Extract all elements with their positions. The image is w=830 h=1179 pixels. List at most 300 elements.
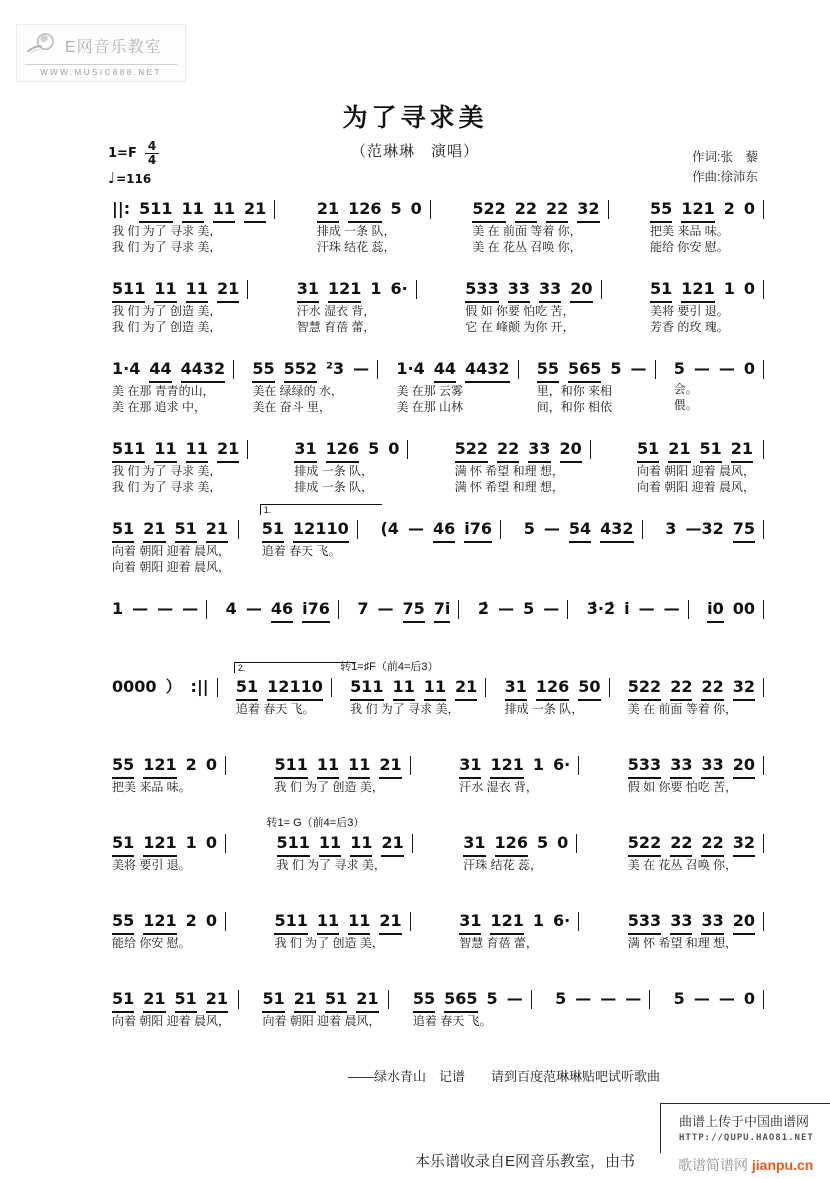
note-group: 11 xyxy=(350,830,372,857)
note-group: 21 xyxy=(244,196,266,223)
note-line xyxy=(674,356,755,381)
note-group: 1 xyxy=(112,599,124,618)
score-system xyxy=(106,908,764,965)
key-signature xyxy=(108,140,159,187)
measure xyxy=(246,356,378,415)
score-system xyxy=(106,752,764,809)
note-group: — xyxy=(638,599,655,618)
note-group: 511 xyxy=(350,674,383,701)
note-group: 121 xyxy=(681,196,714,223)
key-label: 1=F xyxy=(108,146,137,161)
note-group: 21 xyxy=(217,436,239,463)
note-line xyxy=(650,276,755,303)
note-line xyxy=(297,276,408,303)
note-line xyxy=(112,752,217,779)
note-group: 55 xyxy=(112,908,134,935)
note-group: 31 xyxy=(459,752,481,779)
lyric-line: 我 们 为了 创造 美， xyxy=(274,780,384,794)
note-group: 51 xyxy=(175,986,197,1013)
lyric-line: 我 们 为了 寻求 美， xyxy=(112,240,222,254)
note-line xyxy=(396,356,509,383)
note-line xyxy=(459,908,570,935)
note-line xyxy=(555,986,641,1011)
note-line xyxy=(112,436,239,463)
note-group: 12110 xyxy=(293,516,349,543)
note-group: — xyxy=(132,599,149,618)
note-group: 11 xyxy=(154,436,176,463)
measure xyxy=(407,986,532,1029)
measure xyxy=(106,276,248,335)
note-line xyxy=(459,752,570,779)
note-group: 4 xyxy=(225,599,237,618)
note-group: 46 xyxy=(433,516,455,543)
note-group: 55 xyxy=(650,196,672,223)
note-group: 21 xyxy=(668,436,690,463)
lyric-line: 满 怀 希望 和理 想， xyxy=(627,936,738,950)
measure xyxy=(457,830,577,873)
lyric-line: 美 在 前面 等着 你， xyxy=(627,702,738,716)
measure xyxy=(531,356,656,415)
note-group: 5 xyxy=(523,519,535,538)
lyric-line: 满 怀 希望 和理 想， xyxy=(454,464,564,478)
note-group: 11 xyxy=(154,276,176,303)
lyric-line: 我 们 为了 创造 美， xyxy=(112,320,222,334)
note-group: 20 xyxy=(733,908,755,935)
note-group: 0 xyxy=(388,439,400,458)
note-line xyxy=(112,596,198,621)
note-group: 11 xyxy=(319,830,341,857)
note-group: — xyxy=(693,359,710,378)
note-line xyxy=(463,830,568,857)
key-change-annotation: 转1=♯F（前4=后3） xyxy=(340,661,439,673)
note-group: 44 xyxy=(149,356,171,383)
lyric-line: 排成 一条 队， xyxy=(294,480,374,494)
score-system xyxy=(106,436,764,495)
note-group: 21 xyxy=(379,908,401,935)
measure xyxy=(106,356,234,415)
note-group: 1 xyxy=(532,911,545,930)
note-group: 22 xyxy=(670,674,692,701)
note-group: 51 xyxy=(112,830,134,857)
credits xyxy=(692,147,758,187)
tempo-value: =116 xyxy=(116,172,152,186)
note-group: 31 xyxy=(459,908,481,935)
note-line xyxy=(112,830,217,857)
note-line xyxy=(465,276,592,303)
note-group: 2 xyxy=(723,199,735,218)
note-group: 33 xyxy=(528,436,550,463)
note-group: 7i xyxy=(434,596,451,623)
note-line xyxy=(350,674,477,701)
lyric-line: 美 在那 追求 中， xyxy=(112,400,207,414)
note-line xyxy=(262,986,380,1013)
note-group: — xyxy=(498,599,515,618)
lyric-line: 能给 你安 慰。 xyxy=(650,240,729,254)
measure xyxy=(622,908,764,951)
note-group: 51 xyxy=(236,674,258,701)
lyric-line: 我 们 为了 寻求 美， xyxy=(350,702,460,716)
measure xyxy=(291,276,417,335)
note-group: 21 xyxy=(455,674,477,701)
note-line xyxy=(455,436,582,463)
lyricist-credit: 作词:张 藜 xyxy=(692,150,758,164)
note-line xyxy=(274,908,401,935)
lyric-line: 我 们 为了 寻求 美， xyxy=(112,480,222,494)
note-line xyxy=(112,908,217,935)
score-system xyxy=(106,817,764,887)
note-group: 21 xyxy=(731,436,753,463)
time-signature-top: 4 xyxy=(145,140,159,154)
lyric-line: 它 在 峰颠 为你 开， xyxy=(465,320,575,334)
note-group: 51 xyxy=(262,516,284,543)
logo-divider xyxy=(25,64,177,65)
measure xyxy=(622,830,764,873)
key-change-annotation: 转1= G（前4=后3） xyxy=(266,817,365,829)
note-group: 55 xyxy=(413,986,435,1013)
note-group: 565 xyxy=(568,356,601,383)
note-group: 54 xyxy=(569,516,591,543)
note-group: 00 xyxy=(732,599,755,618)
note-group: 31 xyxy=(297,276,319,303)
measure xyxy=(106,516,239,575)
lyric-line: 智慧 育蓓 蕾， xyxy=(296,320,376,334)
note-group: 1·4 xyxy=(112,359,141,378)
measure xyxy=(106,436,248,495)
logo xyxy=(16,24,186,82)
note-group: 32 xyxy=(577,196,599,223)
note-group: 511 xyxy=(139,196,172,223)
measure xyxy=(268,752,410,795)
site-credit xyxy=(678,1155,813,1175)
note-group: 121 xyxy=(143,908,176,935)
note-group: 55 xyxy=(112,752,134,779)
measure xyxy=(311,196,431,255)
note-group: 126 xyxy=(326,436,359,463)
note-group: 1 xyxy=(370,279,382,298)
note-group: 0 xyxy=(743,279,755,298)
lyric-line: 间，和你 相依 xyxy=(536,400,613,414)
logo-url: WWW.MUSIC888.NET xyxy=(40,68,162,77)
measure xyxy=(230,663,332,717)
note-group: 533 xyxy=(628,752,661,779)
note-line xyxy=(112,674,209,699)
measure xyxy=(466,196,608,255)
lyric-line: 美将 要引 退。 xyxy=(112,858,191,872)
note-group: 31 xyxy=(294,436,316,463)
note-group: 121 xyxy=(490,908,523,935)
note-group: — xyxy=(506,989,523,1008)
logo-title: E网音乐教室 xyxy=(65,38,162,56)
lyric-line: 追着 春天 飞。 xyxy=(235,702,315,716)
note-group: 0 xyxy=(205,755,217,774)
lyric-line: 美 在 前面 等着 你， xyxy=(472,224,582,238)
note-group: 1·4 xyxy=(396,359,425,378)
note-group: 12110 xyxy=(267,674,323,701)
score-system xyxy=(106,596,764,653)
logo-flower-icon xyxy=(25,31,59,59)
note-group: — xyxy=(377,599,394,618)
note-group: 5 xyxy=(555,989,567,1008)
lyric-line: 智慧 育蓓 蕾， xyxy=(459,936,538,950)
note-group: ²3 xyxy=(326,359,345,378)
time-signature xyxy=(145,140,159,167)
note-group: 33 xyxy=(508,276,530,303)
note-group: 11 xyxy=(186,436,208,463)
volta-bracket: 1. xyxy=(260,504,382,515)
note-group: 0 xyxy=(205,833,217,852)
lyric-line: 向着 朝阳 迎着 晨风， xyxy=(636,480,755,494)
measure xyxy=(453,752,579,795)
measure xyxy=(668,986,764,1011)
lyric-line: 假 如 你要 怕吃 苦， xyxy=(627,780,738,794)
note-group: 3̇·2̇ xyxy=(586,599,616,618)
note-group: 20 xyxy=(560,436,582,463)
note-line xyxy=(317,196,422,223)
note-group: ） xyxy=(165,677,182,696)
lyric-line: 汗珠 结花 蕊， xyxy=(463,858,542,872)
note-group: i0 xyxy=(707,596,724,623)
note-group: 511 xyxy=(277,830,310,857)
upload-credit-box xyxy=(660,1103,830,1153)
note-group: 46 xyxy=(271,596,293,623)
upload-site-name: 曲谱上传于中国曲谱网 xyxy=(679,1114,810,1129)
note-group: 0 xyxy=(205,911,217,930)
note-group: 5 xyxy=(523,599,535,618)
note-group: 51 xyxy=(175,516,197,543)
note-group: 51 xyxy=(112,516,134,543)
note-group: ||: xyxy=(112,199,131,218)
note-group: 121 xyxy=(328,276,361,303)
note-group: 21 xyxy=(143,516,165,543)
note-group: 6· xyxy=(553,911,571,930)
measure xyxy=(459,276,601,335)
note-group: 51 xyxy=(637,436,659,463)
note-group: 5 xyxy=(610,359,622,378)
note-group: 5 xyxy=(486,989,498,1008)
note-group: 22 xyxy=(515,196,537,223)
note-group: 21 xyxy=(217,276,239,303)
note-group: 4432 xyxy=(465,356,510,383)
quarter-note-icon: ♩ xyxy=(108,169,116,187)
note-line xyxy=(357,596,450,623)
note-group: 126 xyxy=(495,830,528,857)
note-line xyxy=(112,276,239,303)
note-line xyxy=(478,596,559,621)
note-line xyxy=(707,596,755,623)
note-group: — xyxy=(182,599,199,618)
note-group: 0000 xyxy=(112,677,157,696)
note-line xyxy=(472,196,599,223)
note-group: — xyxy=(245,599,262,618)
note-group: 21 xyxy=(356,986,378,1013)
note-group: 0 xyxy=(743,359,755,378)
note-group: 4432 xyxy=(181,356,226,383)
note-group: 22 xyxy=(546,196,568,223)
composer-credit: 作曲:徐沛东 xyxy=(692,170,758,184)
lyric-line: 我 们 为了 寻求 美， xyxy=(112,224,222,238)
note-group: i xyxy=(624,599,630,618)
note-group: 33 xyxy=(701,752,723,779)
note-group: 33 xyxy=(701,908,723,935)
lyric-line: 芳香 的玫 瑰。 xyxy=(650,320,729,334)
measure xyxy=(631,436,764,495)
note-group: 432 xyxy=(600,516,633,543)
lyric-line: 向着 朝阳 迎着 晨风， xyxy=(112,560,231,574)
note-group: 121 xyxy=(490,752,523,779)
note-line xyxy=(380,516,491,543)
lyric-line: 向着 朝阳 迎着 晨风， xyxy=(262,1014,381,1028)
note-line xyxy=(262,516,349,543)
source-line: 本乐谱收录自E网音乐教室，由书 xyxy=(415,1153,636,1170)
note-group: — xyxy=(600,989,617,1008)
measure xyxy=(266,817,413,873)
note-group: 22 xyxy=(701,830,723,857)
measure xyxy=(390,356,518,415)
lyric-line: 美在 绿绿的 水， xyxy=(252,384,344,398)
note-group: 121 xyxy=(143,752,176,779)
score xyxy=(106,196,764,1064)
note-group: 0 xyxy=(743,199,755,218)
note-group: 511 xyxy=(274,908,307,935)
note-line xyxy=(112,986,230,1013)
note-group: 21 xyxy=(317,196,339,223)
measure xyxy=(268,908,410,951)
measure xyxy=(549,986,650,1011)
note-line xyxy=(274,752,401,779)
score-system xyxy=(106,661,764,731)
lyric-line: 我 们 为了 寻求 美， xyxy=(276,858,386,872)
note-group: 11 xyxy=(317,908,339,935)
tempo-marking xyxy=(108,169,159,187)
note-line xyxy=(628,908,755,935)
lyric-line: 美 在那 云雾 xyxy=(396,384,464,398)
note-group: 22 xyxy=(497,436,519,463)
site-link: jianpu.cn xyxy=(751,1157,814,1173)
score-system xyxy=(106,276,764,335)
note-group: 5 xyxy=(390,199,402,218)
note-group: 522 xyxy=(455,436,488,463)
measure xyxy=(220,596,339,623)
lyric-line: 排成 一条 队， xyxy=(294,464,374,478)
note-group: 21 xyxy=(206,986,228,1013)
measure xyxy=(374,516,500,544)
note-group: 0 xyxy=(743,989,755,1008)
lyric-line: 美 在那 青青的山， xyxy=(112,384,215,398)
note-group: — xyxy=(575,989,592,1008)
note-group: — xyxy=(718,359,735,378)
note-group: 33 xyxy=(539,276,561,303)
lyric-line: 偎。 xyxy=(673,398,698,412)
note-group: 44 xyxy=(434,356,456,383)
measure xyxy=(668,356,764,413)
note-group: :|| xyxy=(190,677,209,696)
song-title: 为了寻求美 xyxy=(342,103,488,132)
lyric-line: 把美 来品 味。 xyxy=(650,224,729,238)
lyric-line: 美将 要引 退。 xyxy=(650,304,729,318)
note-group: 3 xyxy=(665,519,677,538)
note-group: 51 xyxy=(325,986,347,1013)
note-group: 6· xyxy=(553,755,571,774)
note-group: 5 xyxy=(673,359,685,378)
note-line xyxy=(524,516,634,543)
note-group: 533 xyxy=(465,276,498,303)
note-line xyxy=(112,356,225,383)
note-group: — xyxy=(663,599,680,618)
note-group: 2̇ xyxy=(477,599,490,618)
note-group: (4 xyxy=(380,519,399,538)
lyric-line: 追着 春天 飞。 xyxy=(412,1014,492,1028)
note-group: 21 xyxy=(206,516,228,543)
measure xyxy=(351,596,459,623)
note-group: 11 xyxy=(186,276,208,303)
lyric-line: 会。 xyxy=(673,382,698,396)
score-system xyxy=(106,986,764,1043)
lyric-line: 排成 一条 队， xyxy=(316,224,396,238)
measure xyxy=(622,752,764,795)
note-group: 21 xyxy=(143,986,165,1013)
note-group: 51 xyxy=(112,986,134,1013)
note-group: 20 xyxy=(570,276,592,303)
note-group: 2 xyxy=(185,755,197,774)
note-line xyxy=(413,986,523,1013)
measure xyxy=(340,661,486,717)
note-group: 0 xyxy=(410,199,422,218)
note-group: 11 xyxy=(424,674,446,701)
lyric-line: 汗水 湿衣 背， xyxy=(459,780,538,794)
note-group: 2 xyxy=(185,911,197,930)
lyric-line: 我 们 为了 寻求 美， xyxy=(112,464,222,478)
measure xyxy=(106,674,218,700)
note-group: 21 xyxy=(294,986,316,1013)
note-group: — xyxy=(407,519,424,538)
note-group: — xyxy=(543,599,560,618)
measure xyxy=(288,436,408,495)
note-group: 55 xyxy=(537,356,559,383)
note-group: 11 xyxy=(317,752,339,779)
note-group: 11 xyxy=(213,196,235,223)
note-line xyxy=(674,986,755,1011)
note-group: 11 xyxy=(393,674,415,701)
note-group: 6· xyxy=(390,279,408,298)
note-line xyxy=(505,674,601,701)
note-group: 51 xyxy=(262,986,284,1013)
note-group: 33 xyxy=(670,752,692,779)
note-group: 126 xyxy=(536,674,569,701)
note-group: 51 xyxy=(700,436,722,463)
measure xyxy=(449,436,591,495)
note-group: 22 xyxy=(701,674,723,701)
note-group: 522 xyxy=(628,674,661,701)
measure xyxy=(256,986,389,1029)
note-group: — xyxy=(157,599,174,618)
note-group: 5 xyxy=(536,833,549,852)
lyric-line: 美 在 花丛 召唤 你， xyxy=(472,240,582,254)
lyric-line: 里，和你 来相 xyxy=(536,384,613,398)
upload-site-url: HTTP://QUPU.HAO81.NET xyxy=(679,1133,814,1143)
note-group: 32 xyxy=(733,830,755,857)
note-group: 55 xyxy=(252,356,274,383)
note-group: 75 xyxy=(403,596,425,623)
note-line xyxy=(628,752,755,779)
note-group: 50 xyxy=(578,674,600,701)
note-group: 20 xyxy=(733,752,755,779)
note-group: 552 xyxy=(284,356,317,383)
note-group: — xyxy=(693,989,710,1008)
measure xyxy=(106,196,275,255)
note-group: 121 xyxy=(681,276,714,303)
note-group: 5 xyxy=(368,439,380,458)
note-line xyxy=(236,674,323,701)
